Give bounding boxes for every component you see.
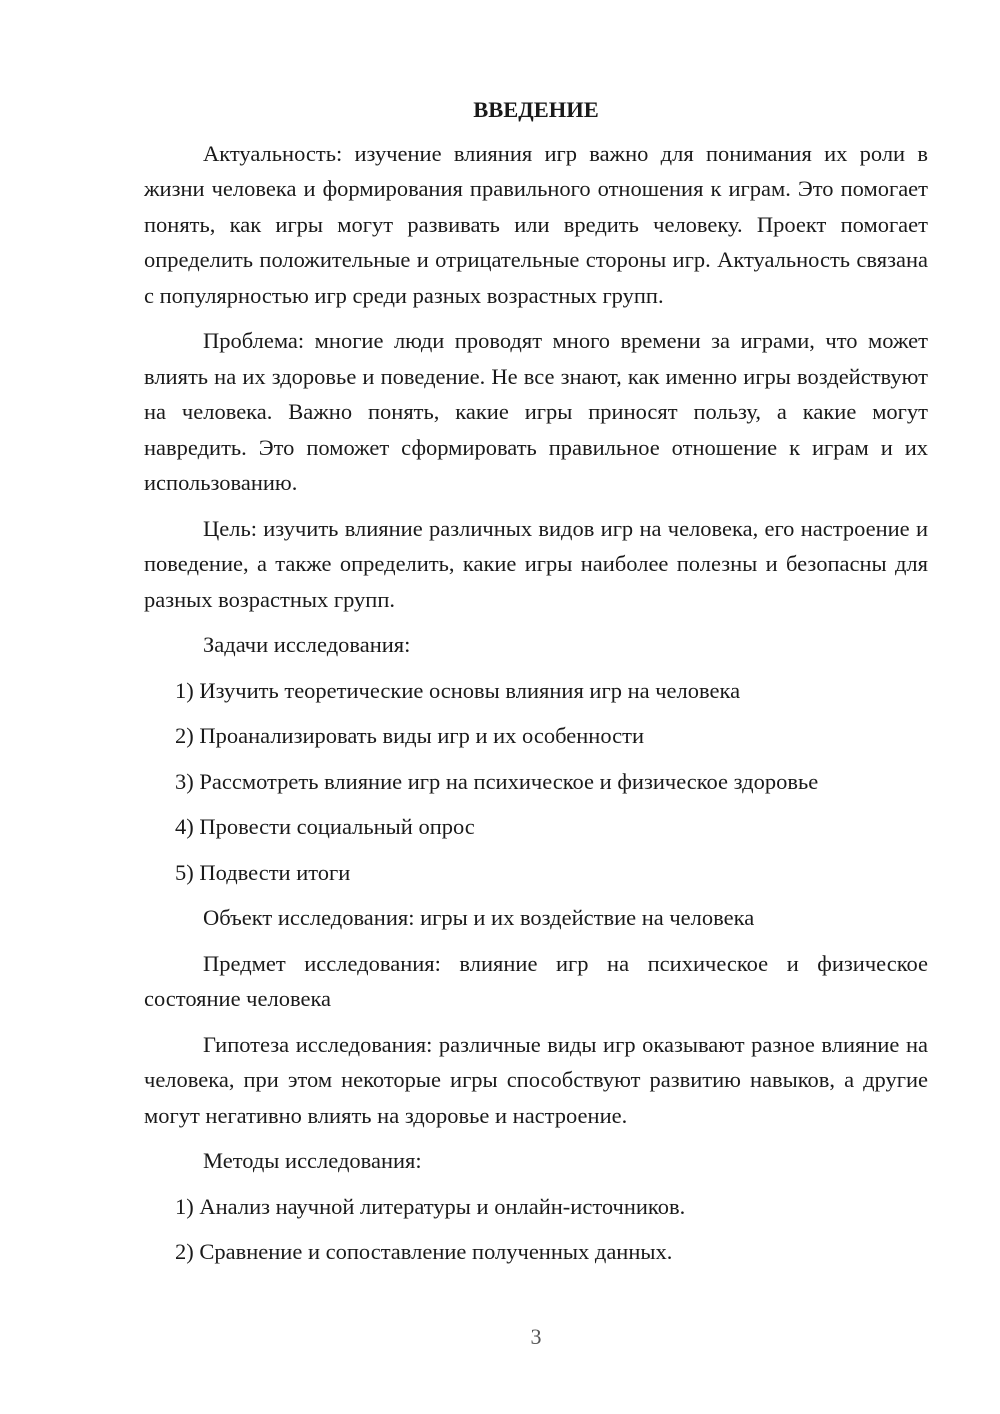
page-title: ВВЕДЕНИЕ: [473, 97, 599, 122]
document-page: [144, 92, 928, 1280]
list-item: 1) Анализ научной литературы и онлайн-источников.: [175, 1193, 686, 1219]
methods-list: [144, 1189, 928, 1270]
list-item: 5) Подвести итоги: [175, 859, 351, 885]
paragraph-object: Объект исследования: игры и их воздействие на человека: [203, 905, 755, 930]
list-item: 4) Провести социальный опрос: [175, 814, 475, 839]
page-number: 3: [530, 1324, 542, 1349]
tasks-list: [144, 673, 928, 891]
list-item: 3) Рассмотреть влияние игр на психическое и физическое здоровье: [175, 768, 819, 794]
paragraph-problem: Проблема: многие люди проводят много времени за играми, что может влиять на их здоровье и поведение. Не все знают, как именно игры воздействуют на человека. Важно понять, какие игры приносят пользу, а какие могут навредить. Это поможет сформировать правильное отношение к играм и их использованию.: [144, 328, 928, 495]
list-item: 1) Изучить теоретические основы влияния игр на человека: [175, 677, 741, 703]
paragraph-hypothesis: Гипотеза исследования: различные виды игр оказывают разное влияние на человека, при этом некоторые игры способствуют развитию навыков, а другие могут негативно влиять на здоровье и настроение.: [144, 1031, 928, 1128]
list-item: 2) Проанализировать виды игр и их особенности: [175, 723, 644, 748]
paragraph-relevance: Актуальность: изучение влияния игр важно для понимания их роли в жизни человека и формирования правильного отношения к играм. Это помогает понять, как игры могут развивать или вредить человеку. Проект помогает определить положительные и отрицательные стороны игр. Актуальность связана с популярностью игр среди разных возрастных групп.: [144, 140, 928, 308]
list-item: 2) Сравнение и сопоставление полученных данных.: [175, 1239, 673, 1264]
methods-heading: Методы исследования:: [203, 1148, 422, 1173]
paragraph-subject: Предмет исследования: влияние игр на психическое и физическое состояние человека: [144, 950, 928, 1011]
paragraph-goal: Цель: изучить влияние различных видов игр на человека, его настроение и поведение, а также определить, какие игры наиболее полезны и безопасны для разных возрастных групп.: [144, 515, 928, 612]
tasks-heading: Задачи исследования:: [203, 632, 411, 657]
